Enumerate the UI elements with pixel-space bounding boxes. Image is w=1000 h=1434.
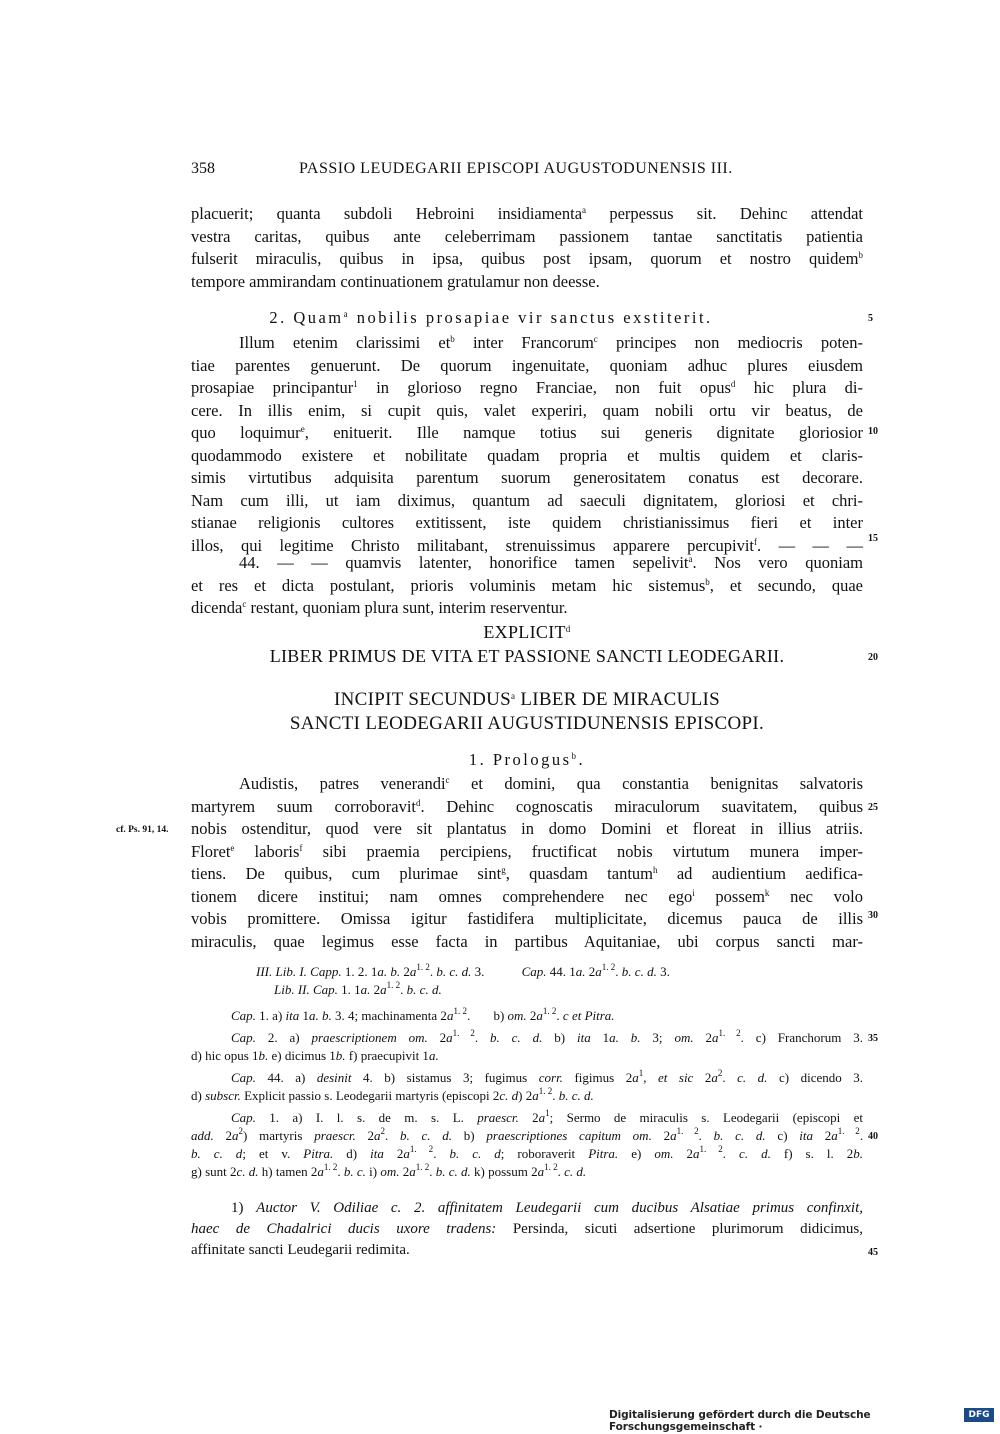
chapter-44-text bbox=[191, 552, 863, 620]
apparatus-entry: Cap. 1. a) ita 1a. b. 3. 4; machinamenta $2a^{1. 2}$. b) om. $2a^{1. 2}$. c et Pitra. bbox=[231, 1006, 615, 1023]
intro-paragraph bbox=[191, 203, 863, 293]
line-number: 25 bbox=[868, 802, 878, 813]
sigla-line: III. Lib. I. Capp. 1. 2. 1a. b. $2a^{1. 2}$. b. c. d. 3. Cap. 44. 1a. $2a^{1. 2}$. b. c. d. 3. bbox=[256, 962, 670, 979]
incipit-title: SANCTI LEODEGARII AUGUSTIDUNENSIS EPISCOPI. bbox=[289, 713, 765, 734]
text-line: tionem dicere institui; nam omnes comprehendere nec ego$^i$ possem$^k$ nec volo bbox=[191, 886, 864, 906]
line-number: 5 bbox=[868, 313, 873, 324]
prologus-text bbox=[191, 773, 863, 953]
apparatus-entry: Cap. 44. a) desinit 4. b) sistamus 3; fugimus corr. figimus $2a^1$, et sic $2a^2$. c. d. c) dicendo 3. d) subscr. Explicit passio s. Leodegarii martyris (episcopi 2c. d) $2a^{1. 2}$. b. c. d. bbox=[191, 1068, 864, 1103]
text-line: Nam cum illi, ut iam diximus, quantum ad saeculi dignitatem, gloriosi et chri- bbox=[191, 490, 863, 510]
text-line: et res et dicta postulant, prioris voluminis metam hic sistemus$^b$, et secundo, quae bbox=[191, 575, 864, 595]
text-line: simis virtutibus adquisita parentum suorum generositatem conatus est decorare. bbox=[191, 468, 863, 487]
explicit-title: LIBER PRIMUS DE VITA ET PASSIONE SANCTI LEODEGARII. bbox=[269, 646, 785, 666]
text-line: miraculis, quae legimus esse facta in partibus Aquitaniae, ubi corpus sancti mar- bbox=[191, 931, 863, 951]
line-number: 10 bbox=[868, 426, 878, 437]
margin-note: cf. Ps. 91, 14. bbox=[116, 825, 169, 835]
text-line: Illum etenim clarissimi $et^b$ inter Francorum$^c$ principes non mediocris poten- bbox=[239, 333, 863, 352]
text-line: Audistis, patres venerandi$^c$ et domini, qua constantia benignitas salvatoris bbox=[239, 774, 863, 793]
running-title: PASSIO LEUDEGARII EPISCOPI AUGUSTODUNENSIS III. bbox=[299, 160, 733, 177]
line-number: 35 bbox=[868, 1033, 878, 1044]
text-line: cere. In illis enim, si cupit quis, valet experiri, quam nobili ortu vir beatus, de bbox=[191, 400, 863, 420]
sigla-line: Lib. II. Cap. 1. 1a. $2a^{1. 2}$. b. c. d. bbox=[274, 980, 442, 997]
line-number: 20 bbox=[868, 652, 878, 663]
text-line: placuerit; quanta subdoli Hebroini insidiamenta$^a$ perpessus sit. Dehinc attendat bbox=[191, 204, 863, 223]
incipit-heading: INCIPIT SECUNDUS$^a$ LIBER DE MIRACULIS SANCTI LEODEGARII AUGUSTIDUNENSIS EPISCOPI. bbox=[191, 688, 863, 736]
line-number: 40 bbox=[868, 1131, 878, 1142]
page-number: 358 bbox=[191, 160, 215, 177]
line-number: 15 bbox=[868, 533, 878, 544]
chapter-2-heading: 2. Quam$^a$ nobilis prosapiae vir sanctus exstiterit. bbox=[269, 308, 713, 327]
sigla bbox=[256, 963, 816, 999]
text-line: vestra caritas, quibus ante celeberrimam passionem tantae sanctitatis patientia bbox=[191, 226, 863, 246]
dfg-logo: DFG bbox=[964, 1408, 994, 1422]
dfg-notice: Digitalisierung gefördert durch die Deutsche Forschungsgemeinschaft · bbox=[609, 1409, 871, 1433]
footnote: 1) Auctor V. Odiliae c. 2. affinitatem Leudegarii cum ducibus Alsatiae primus confinxit, haec de Chadalrici ducis uxore tradens: Persinda, sicuti adsertione plurimorum didicimus, affinitate sancti Leudegarii redimita. bbox=[191, 1200, 864, 1258]
critical-apparatus bbox=[191, 1007, 863, 1181]
text-line: illos, qui legitime Christo militabant, strenuissimus apparere percupivit$^f$. — — — bbox=[191, 535, 863, 555]
text-line: 44. — — quamvis latenter, honorifice tamen sepelivit$^a$. Nos vero quoniam bbox=[239, 553, 863, 572]
line-number: 30 bbox=[868, 910, 878, 921]
text-line: stianae religionis cultores extitissent, iste quidem christianissimus fieri et inter bbox=[191, 513, 863, 532]
text-line: martyrem suum corroboravit$^d$. Dehinc cognoscatis miraculorum suavitatem, quibus bbox=[191, 796, 863, 816]
text-line: prosapiae principantur$^1$ in glorioso regno Franciae, non fuit opus$^d$ hic plura di- bbox=[191, 378, 864, 397]
explicit-heading: EXPLICIT$^d$ LIBER PRIMUS DE VITA ET PASSIONE SANCTI LEODEGARII. bbox=[191, 620, 863, 668]
text-line: tempore ammirandam continuationem gratulamur non deesse. bbox=[191, 271, 600, 291]
text-line: quodammodo existere et nobilitate quadam propria et multis quidem et claris- bbox=[191, 445, 863, 465]
text-line: fulserit miraculis, quibus in ipsa, quibus post ipsam, quorum et nostro quidem$^b$ bbox=[191, 249, 863, 268]
text-line: vobis promittere. Omissa igitur fastidifera multiplicitate, dicemus pauca de illis bbox=[191, 909, 863, 928]
text-line: dicenda$^c$ restant, quoniam plura sunt, interim reserventur. bbox=[191, 598, 568, 617]
line-number: 45 bbox=[868, 1247, 878, 1258]
text-line: tiens. De quibus, cum plurimae sint$^g$, quasdam tantum$^h$ ad audientium aedifica- bbox=[191, 864, 864, 883]
apparatus-entry: Cap. 1. a) I. l. s. de m. s. L. praescr. $2a^1$; Sermo de miraculis s. Leodegarii (episcopi et add. $2a^2$) martyris praescr. $2a^2$. b. c. d. b) praescriptiones capitum om. $2a^{1. 2}$. b. c. d. c) ita $2a^{1. 2}$. b. c. d; et v. Pitra. d) ita $2a^{1. 2}$. b. c. d; roboraverit Pitra. e) om. $2a^{1. 2}$. c. d. f) s. l. 2b. g) sunt 2c. d. h) tamen $2a^{1. 2}$. b. c. i) om. $2a^{1. 2}$. b. c. d. k) possum $2a^{1. 2}$. c. d. bbox=[191, 1108, 864, 1179]
apparatus-entry: Cap. 2. a) praescriptionem om. $2a^{1. 2}$. b. c. d. b) ita 1a. b. 3; om. $2a^{1. 2}$. c) Franchorum 3. d) hic opus 1b. e) dicimus 1b. f) praecupivit 1a. bbox=[191, 1028, 863, 1063]
text-line: nobis ostenditur, quod vere sit plantatus in domo Domini et floreat in illius atriis. bbox=[191, 819, 863, 838]
prologus-heading: 1. Prologus$^b$. bbox=[468, 750, 586, 769]
text-line: Floret$^e$ laboris$^f$ sibi praemia percipiens, fructificat nobis virtutum munera imper- bbox=[191, 841, 863, 861]
chapter-2-text bbox=[191, 332, 863, 557]
text-line: tiae parentes genuerunt. De quorum ingenuitate, quoniam adhuc plures eiusdem bbox=[191, 355, 863, 375]
text-line: quo loquimur$^e$, enituerit. Ille namque totius sui generis dignitate gloriosior bbox=[191, 423, 864, 442]
